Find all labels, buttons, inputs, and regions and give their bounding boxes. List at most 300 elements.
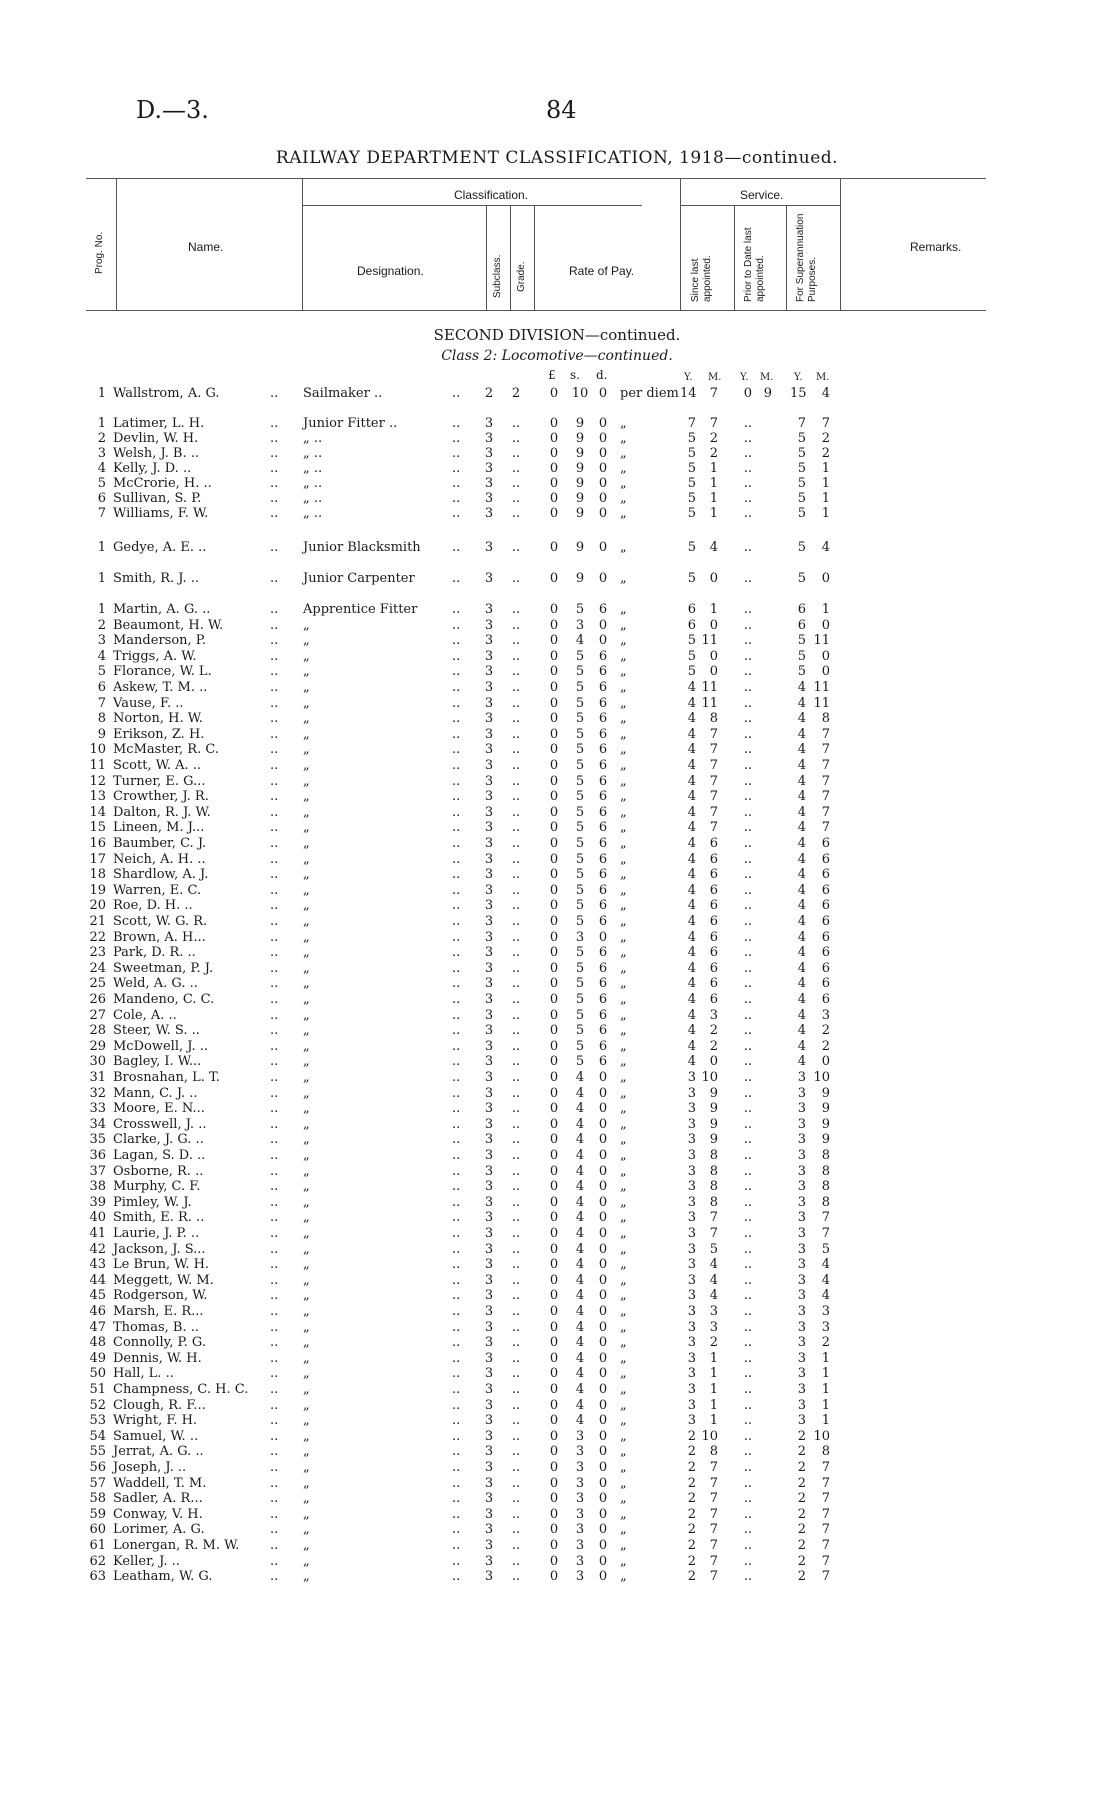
pay-pounds: 0 <box>549 914 559 929</box>
designation: „ <box>303 804 310 820</box>
service-subrule <box>680 205 840 206</box>
col-divider <box>840 178 841 310</box>
grade: .. <box>511 1475 521 1491</box>
since-years: 3 <box>687 1132 696 1148</box>
pay-period: „ <box>620 431 627 446</box>
employee-name: Smith, R. J. .. <box>113 571 200 586</box>
leader-dots: .. <box>270 1553 279 1569</box>
grade: .. <box>511 758 521 773</box>
pay-pence: 6 <box>598 742 608 758</box>
since-months: 8 <box>709 1148 718 1163</box>
designation: „ <box>303 1397 310 1413</box>
designation: „ .. <box>303 431 323 446</box>
since-months: 2 <box>709 1038 718 1054</box>
since-years: 3 <box>687 1350 696 1366</box>
pay-pence: 0 <box>598 571 608 586</box>
super-years: 2 <box>797 1506 806 1522</box>
leader-dots: .. <box>452 836 461 851</box>
subclass: 3 <box>484 1569 494 1585</box>
super-months: 4 <box>821 540 830 555</box>
prior-years: .. <box>743 540 752 555</box>
super-years: 5 <box>797 571 806 586</box>
super-years: 3 <box>797 1335 806 1351</box>
pay-shillings: 9 <box>575 491 585 506</box>
grade: .. <box>511 976 521 992</box>
super-months: 6 <box>821 992 830 1007</box>
leader-dots: .. <box>270 1116 279 1132</box>
employee-name: Wallstrom, A. G. <box>113 386 220 401</box>
designation: „ <box>303 680 310 695</box>
pay-shillings: 4 <box>575 1350 585 1366</box>
super-years: 2 <box>797 1522 806 1538</box>
leader-dots: .. <box>452 446 461 461</box>
super-months: 2 <box>821 1023 830 1039</box>
prior-years: .. <box>743 1132 752 1148</box>
employee-name: Roe, D. H. .. <box>113 898 193 914</box>
employee-name: Crowther, J. R. <box>113 789 209 805</box>
pay-shillings: 3 <box>575 1460 585 1475</box>
since-years: 5 <box>687 491 696 506</box>
grade: .. <box>511 1272 521 1288</box>
pay-period: „ <box>620 1038 627 1054</box>
super-months: 6 <box>821 851 830 867</box>
pay-shillings: 3 <box>575 1538 585 1553</box>
super-months: 7 <box>821 1569 830 1585</box>
grade: .. <box>511 1226 521 1241</box>
pay-shillings: 4 <box>575 1366 585 1382</box>
table-row <box>0 476 1114 491</box>
subclass: 3 <box>484 945 494 961</box>
pay-period: „ <box>620 1288 627 1304</box>
leader-dots: .. <box>452 1116 461 1132</box>
pay-pence: 0 <box>598 1132 608 1148</box>
prior-years: .. <box>743 1007 752 1023</box>
table-row <box>0 805 1114 820</box>
leader-dots: .. <box>270 1085 279 1101</box>
since-months: 5 <box>709 1241 718 1257</box>
leader-dots: .. <box>270 491 279 506</box>
row-number: 6 <box>97 680 106 695</box>
pay-pence: 0 <box>598 1288 608 1304</box>
pay-shillings: 3 <box>575 929 585 945</box>
pay-pence: 6 <box>598 773 608 789</box>
pay-pounds: 0 <box>549 1210 559 1226</box>
leader-dots: .. <box>452 1101 461 1117</box>
since-months: 10 <box>701 1428 718 1444</box>
since-years: 6 <box>687 617 696 633</box>
pay-pence: 0 <box>598 1397 608 1413</box>
table-row <box>0 633 1114 648</box>
row-number: 62 <box>89 1553 106 1569</box>
since-years: 5 <box>687 664 696 680</box>
leader-dots: .. <box>452 1413 461 1429</box>
pay-pence: 6 <box>598 1023 608 1039</box>
grade: .. <box>511 1194 521 1210</box>
employee-name: McDowell, J. .. <box>113 1038 208 1054</box>
employee-name: Marsh, E. R... <box>113 1304 204 1319</box>
pay-pounds: 0 <box>549 1116 559 1132</box>
table-row <box>0 540 1114 555</box>
since-years: 5 <box>687 571 696 586</box>
pay-pence: 6 <box>598 836 608 851</box>
leader-dots: .. <box>270 1288 279 1304</box>
since-months: 11 <box>701 695 718 711</box>
pay-pence: 0 <box>598 1491 608 1507</box>
super-years: 5 <box>797 446 806 461</box>
since-years: 4 <box>687 789 696 805</box>
subclass: 3 <box>484 1460 494 1475</box>
since-months: 6 <box>709 867 718 883</box>
leader-dots: .. <box>270 1382 279 1397</box>
pay-period: „ <box>620 695 627 711</box>
super-months: 6 <box>821 898 830 914</box>
row-number: 1 <box>97 416 106 431</box>
since-months: 8 <box>709 1163 718 1179</box>
table-row <box>0 1273 1114 1288</box>
pay-period: „ <box>620 1350 627 1366</box>
pay-period: „ <box>620 461 627 476</box>
employee-name: Leatham, W. G. <box>113 1569 213 1585</box>
super-months: 7 <box>821 820 830 836</box>
super-months: 6 <box>821 960 830 976</box>
super-months: 2 <box>821 1038 830 1054</box>
pay-pence: 0 <box>598 1569 608 1585</box>
prior-years: .. <box>743 461 752 476</box>
grade: .. <box>511 742 521 758</box>
pay-pence: 6 <box>598 602 608 617</box>
pay-shillings: 4 <box>575 1382 585 1397</box>
pay-shillings: 4 <box>575 1194 585 1210</box>
table-row <box>0 1195 1114 1210</box>
pay-period: „ <box>620 867 627 883</box>
table-row <box>0 1444 1114 1459</box>
super-months: 7 <box>821 1553 830 1569</box>
pay-shillings: 4 <box>575 1288 585 1304</box>
since-years: 4 <box>687 836 696 851</box>
pay-pounds: 0 <box>549 1538 559 1553</box>
super-months: 6 <box>821 976 830 992</box>
super-months: 6 <box>821 929 830 945</box>
since-months: 8 <box>709 1444 718 1460</box>
designation: „ <box>303 1179 310 1195</box>
pay-pounds: 0 <box>549 1522 559 1538</box>
leader-dots: .. <box>270 540 279 555</box>
subclass: 3 <box>484 1226 494 1241</box>
pay-pounds: 0 <box>549 1038 559 1054</box>
pay-pounds: 0 <box>549 1397 559 1413</box>
employee-name: Cole, A. .. <box>113 1007 177 1023</box>
pay-pence: 0 <box>598 1194 608 1210</box>
leader-dots: .. <box>270 1335 279 1351</box>
pay-shillings: 5 <box>575 758 585 773</box>
grade: .. <box>511 960 521 976</box>
leader-dots: .. <box>270 1148 279 1163</box>
grade: .. <box>511 1132 521 1148</box>
prior-years: .. <box>743 1148 752 1163</box>
subclass: 3 <box>484 461 494 476</box>
prior-years: .. <box>743 680 752 695</box>
employee-name: Bagley, I. W... <box>113 1054 202 1070</box>
pay-period: „ <box>620 1428 627 1444</box>
pay-pence: 0 <box>598 476 608 491</box>
division-heading: SECOND DIVISION—continued. <box>433 326 681 344</box>
super-years: 2 <box>797 1460 806 1475</box>
row-number: 44 <box>89 1272 106 1288</box>
row-number: 57 <box>89 1475 106 1491</box>
designation: „ <box>303 695 310 711</box>
since-months: 6 <box>709 960 718 976</box>
employee-name: Sadler, A. R... <box>113 1491 203 1507</box>
pay-period: „ <box>620 571 627 586</box>
leader-dots: .. <box>270 680 279 695</box>
pay-shillings: 3 <box>575 617 585 633</box>
subclass: 3 <box>484 1553 494 1569</box>
leader-dots: .. <box>270 1304 279 1319</box>
pay-period: „ <box>620 416 627 431</box>
super-months: 1 <box>821 1397 830 1413</box>
super-years: 5 <box>797 648 806 664</box>
prior-years: .. <box>743 1553 752 1569</box>
table-row <box>0 1382 1114 1397</box>
employee-name: Martin, A. G. .. <box>113 602 211 617</box>
since-months: 8 <box>709 711 718 727</box>
row-number: 22 <box>89 929 106 945</box>
leader-dots: .. <box>270 664 279 680</box>
since-years: 4 <box>687 804 696 820</box>
super-years: 3 <box>797 1397 806 1413</box>
grade: .. <box>511 1397 521 1413</box>
since-years: 3 <box>687 1163 696 1179</box>
pay-period: „ <box>620 476 627 491</box>
leader-dots: .. <box>452 1288 461 1304</box>
super-years: 5 <box>797 506 806 521</box>
subclass: 3 <box>484 1506 494 1522</box>
grade: .. <box>511 602 521 617</box>
since-months: 0 <box>709 648 718 664</box>
employee-name: McMaster, R. C. <box>113 742 219 758</box>
designation: „ <box>303 1304 310 1319</box>
super-years: 4 <box>797 976 806 992</box>
pay-pence: 6 <box>598 789 608 805</box>
leader-dots: .. <box>452 1241 461 1257</box>
pay-shillings: 5 <box>575 914 585 929</box>
designation: „ <box>303 1475 310 1491</box>
leader-dots: .. <box>452 1179 461 1195</box>
grade: .. <box>511 804 521 820</box>
employee-name: Champness, C. H. C. <box>113 1382 249 1397</box>
pay-shillings: 4 <box>575 1070 585 1085</box>
pay-pounds: 0 <box>549 571 559 586</box>
pay-pounds: 0 <box>549 540 559 555</box>
leader-dots: .. <box>270 1444 279 1460</box>
leader-dots: .. <box>270 506 279 521</box>
table-row <box>0 1351 1114 1366</box>
table-row <box>0 1226 1114 1241</box>
super-years: 6 <box>797 602 806 617</box>
designation: „ <box>303 882 310 898</box>
pay-shillings: 3 <box>575 1428 585 1444</box>
super-years: 4 <box>797 882 806 898</box>
grade-header: Grade. <box>516 261 527 292</box>
since-years: 6 <box>687 602 696 617</box>
designation: „ <box>303 867 310 883</box>
grade: .. <box>511 446 521 461</box>
subclass: 3 <box>484 506 494 521</box>
pay-period: „ <box>620 633 627 649</box>
super-months: 2 <box>821 446 830 461</box>
super-months: 2 <box>821 1335 830 1351</box>
pay-period: „ <box>620 1397 627 1413</box>
leader-dots: .. <box>270 1397 279 1413</box>
pay-pence: 0 <box>598 1257 608 1273</box>
since-years: 4 <box>687 914 696 929</box>
leader-dots: .. <box>452 571 461 586</box>
row-number: 14 <box>89 804 106 820</box>
pay-shillings: 9 <box>575 476 585 491</box>
pay-pence: 6 <box>598 695 608 711</box>
leader-dots: .. <box>270 1241 279 1257</box>
leader-dots: .. <box>452 1210 461 1226</box>
leader-dots: .. <box>270 773 279 789</box>
designation: „ <box>303 1538 310 1553</box>
designation: „ <box>303 773 310 789</box>
row-number: 7 <box>97 695 106 711</box>
designation: „ <box>303 1241 310 1257</box>
since-months: 7 <box>709 758 718 773</box>
since-years: 3 <box>687 1116 696 1132</box>
pay-pence: 0 <box>598 1116 608 1132</box>
leader-dots: .. <box>452 1226 461 1241</box>
row-number: 47 <box>89 1319 106 1335</box>
table-row <box>0 758 1114 773</box>
leader-dots: .. <box>270 1460 279 1475</box>
prior-years: .. <box>743 506 752 521</box>
grade: .. <box>511 867 521 883</box>
prior-years: .. <box>743 1491 752 1507</box>
employee-name: Dennis, W. H. <box>113 1350 202 1366</box>
employee-name: Laurie, J. P. .. <box>113 1226 200 1241</box>
pay-pounds: 0 <box>549 1460 559 1475</box>
pay-shillings: 9 <box>575 416 585 431</box>
prior-years: .. <box>743 1116 752 1132</box>
designation: „ <box>303 1210 310 1226</box>
pay-pounds: 0 <box>549 1054 559 1070</box>
since-years: 3 <box>687 1366 696 1382</box>
employee-name: Keller, J. .. <box>113 1553 180 1569</box>
row-number: 4 <box>97 461 106 476</box>
subclass: 3 <box>484 1148 494 1163</box>
pay-period: „ <box>620 1304 627 1319</box>
leader-dots: .. <box>270 1226 279 1241</box>
pay-pence: 6 <box>598 976 608 992</box>
table-row <box>0 1039 1114 1054</box>
row-number: 58 <box>89 1491 106 1507</box>
prior-years: .. <box>743 898 752 914</box>
pay-pence: 6 <box>598 804 608 820</box>
since-years: 3 <box>687 1194 696 1210</box>
super-years: 3 <box>797 1163 806 1179</box>
super-years: 2 <box>797 1444 806 1460</box>
leader-dots: .. <box>452 1070 461 1085</box>
pay-pence: 6 <box>598 1007 608 1023</box>
since-months: 8 <box>709 1179 718 1195</box>
designation: „ <box>303 898 310 914</box>
leader-dots: .. <box>270 695 279 711</box>
since-months: 6 <box>709 882 718 898</box>
subclass: 3 <box>484 1101 494 1117</box>
unit-shillings: s. <box>570 368 580 382</box>
leader-dots: .. <box>452 1148 461 1163</box>
pay-pounds: 0 <box>549 1444 559 1460</box>
employee-name: McCrorie, H. .. <box>113 476 212 491</box>
prior-years: .. <box>743 726 752 742</box>
since-years: 4 <box>687 992 696 1007</box>
designation: „ <box>303 1116 310 1132</box>
super-years: 5 <box>797 461 806 476</box>
pay-pence: 6 <box>598 945 608 961</box>
since-years: 3 <box>687 1335 696 1351</box>
since-months: 9 <box>709 1101 718 1117</box>
row-number: 6 <box>97 491 106 506</box>
grade: .. <box>511 1023 521 1039</box>
table-row <box>0 1148 1114 1163</box>
leader-dots: .. <box>452 945 461 961</box>
leader-dots: .. <box>270 617 279 633</box>
grade: .. <box>511 914 521 929</box>
prior-years: .. <box>743 1194 752 1210</box>
leader-dots: .. <box>452 1007 461 1023</box>
employee-name: Devlin, W. H. <box>113 431 199 446</box>
pay-pounds: 0 <box>549 1241 559 1257</box>
grade: .. <box>511 1522 521 1538</box>
designation: „ <box>303 633 310 649</box>
prior-years: .. <box>743 1350 752 1366</box>
row-number: 1 <box>97 540 106 555</box>
row-number: 1 <box>97 386 106 401</box>
prior-years: .. <box>743 1101 752 1117</box>
grade: .. <box>511 416 521 431</box>
leader-dots: .. <box>452 1319 461 1335</box>
leader-dots: .. <box>270 976 279 992</box>
pay-pounds: 0 <box>549 851 559 867</box>
employee-name: Weld, A. G. .. <box>113 976 198 992</box>
unit-year: Y. <box>740 372 749 383</box>
subclass: 3 <box>484 648 494 664</box>
since-months: 7 <box>709 1553 718 1569</box>
name-header: Name. <box>188 240 224 254</box>
since-months: 6 <box>709 898 718 914</box>
pay-shillings: 3 <box>575 1522 585 1538</box>
pay-shillings: 5 <box>575 992 585 1007</box>
service-header: Service. <box>740 188 784 202</box>
row-number: 38 <box>89 1179 106 1195</box>
pay-pounds: 0 <box>549 1428 559 1444</box>
pay-pence: 0 <box>598 1382 608 1397</box>
prior-years: .. <box>743 742 752 758</box>
subclass: 3 <box>484 836 494 851</box>
table-row <box>0 1335 1114 1350</box>
designation: „ .. <box>303 446 323 461</box>
grade: 2 <box>511 386 521 401</box>
since-months: 1 <box>709 1413 718 1429</box>
table-row <box>0 1491 1114 1506</box>
leader-dots: .. <box>452 1460 461 1475</box>
table-row <box>0 727 1114 742</box>
table-row <box>0 867 1114 882</box>
row-number: 36 <box>89 1148 106 1163</box>
since-months: 7 <box>709 773 718 789</box>
pay-pounds: 0 <box>549 1506 559 1522</box>
